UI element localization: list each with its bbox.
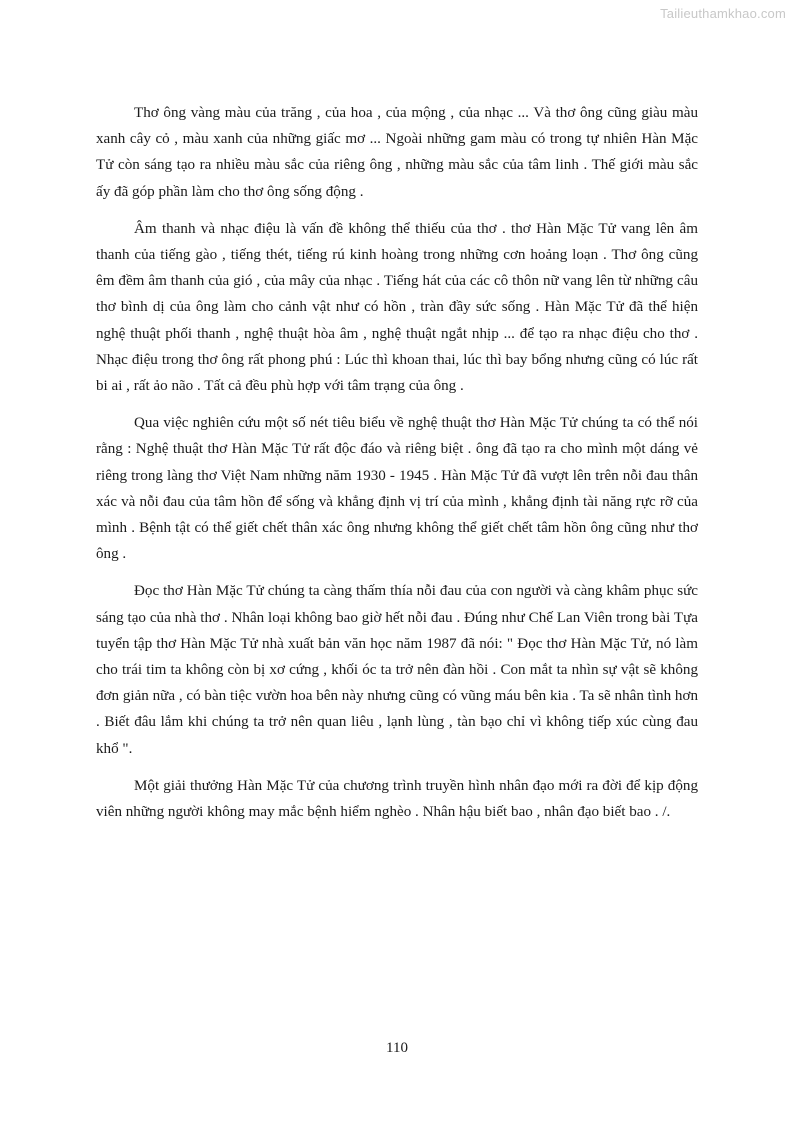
- paragraph-quote-che-lan-vien: Đọc thơ Hàn Mặc Tử chúng ta càng thấm thía nỗi đau của con người và càng khâm phục sức sáng tạo của nhà thơ . Nhân loại không bao giờ hết nỗi đau . Đúng như Chế Lan Viên trong bài Tựa tuyển tập thơ Hàn Mặc Tử nhà xuất bản văn học năm 1987 đã nói: " Đọc thơ Hàn Mặc Tử, nó làm cho trái tim ta không còn bị xơ cứng , khối óc ta trở nên đàn hồi . Con mắt ta nhìn sự vật sẽ không đơn giản nữa , có bàn tiệc vườn hoa bên này nhưng cũng có vũng máu bên kia . Ta sẽ nhân tình hơn . Biết đâu lắm khi chúng ta trở nên quan liêu , lạnh lùng , tàn bạo chỉ vì không tiếp xúc cùng đau khổ ".: [96, 583, 698, 757]
- paragraph-sound-melody: Âm thanh và nhạc điệu là vấn đề không thể thiếu của thơ . thơ Hàn Mặc Tử vang lên âm thanh của tiếng gào , tiếng thét, tiếng rú kinh hoàng trong những cơn hoảng loạn . Thơ ông cũng êm đềm âm thanh của gió , của mây của nhạc . Tiếng hát của các cô thôn nữ vang lên từ những câu thơ bình dị của ông làm cho cảnh vật như có hồn , tràn đầy sức sống . Hàn Mặc Tử đã thể hiện nghệ thuật phối thanh , nghệ thuật hòa âm , nghệ thuật ngắt nhịp ... để tạo ra nhạc điệu cho thơ . Nhạc điệu trong thơ ông rất phong phú : Lúc thì khoan thai, lúc thì bay bổng nhưng cũng có lúc rất bi ai , rất ảo não . Tất cả đều phù hợp với tâm trạng của ông .: [96, 220, 698, 395]
- paragraph-conclusion: Qua việc nghiên cứu một số nét tiêu biểu về nghệ thuật thơ Hàn Mặc Tử chúng ta có thể nói rằng : Nghệ thuật thơ Hàn Mặc Tử rất độc đáo và riêng biệt . ông đã tạo ra cho mình một dáng vẻ riêng trong làng thơ Việt Nam những năm 1930 - 1945 . Hàn Mặc Tử đã vượt lên trên nỗi đau thân xác và nỗi đau của tâm hồn để sống và khẳng định vị trí của mình , khẳng định tài năng rực rỡ của mình . Bệnh tật có thể giết chết thân xác ông nhưng không thể giết chết tâm hồn ông cũng như thơ ông .: [96, 415, 698, 563]
- page-number: 110: [386, 1040, 408, 1056]
- watermark-text: Tailieuthamkhao.com: [660, 6, 786, 21]
- paragraph-award: Một giải thưởng Hàn Mặc Tử của chương trình truyền hình nhân đạo mới ra đời để kịp động viên những người không may mắc bệnh hiểm nghèo . Nhân hậu biết bao , nhân đạo biết bao . /.: [96, 777, 698, 821]
- document-body: [96, 100, 698, 836]
- paragraph-colors: Thơ ông vàng màu của trăng , của hoa , của mộng , của nhạc ... Và thơ ông cũng giàu màu xanh cây cỏ , màu xanh của những giấc mơ ... Ngoài những gam màu có trong tự nhiên Hàn Mặc Tử còn sáng tạo ra nhiều màu sắc của riêng ông , những màu sắc của tâm linh . Thế giới màu sắc ấy đã góp phần làm cho thơ ông sống động .: [96, 105, 698, 200]
